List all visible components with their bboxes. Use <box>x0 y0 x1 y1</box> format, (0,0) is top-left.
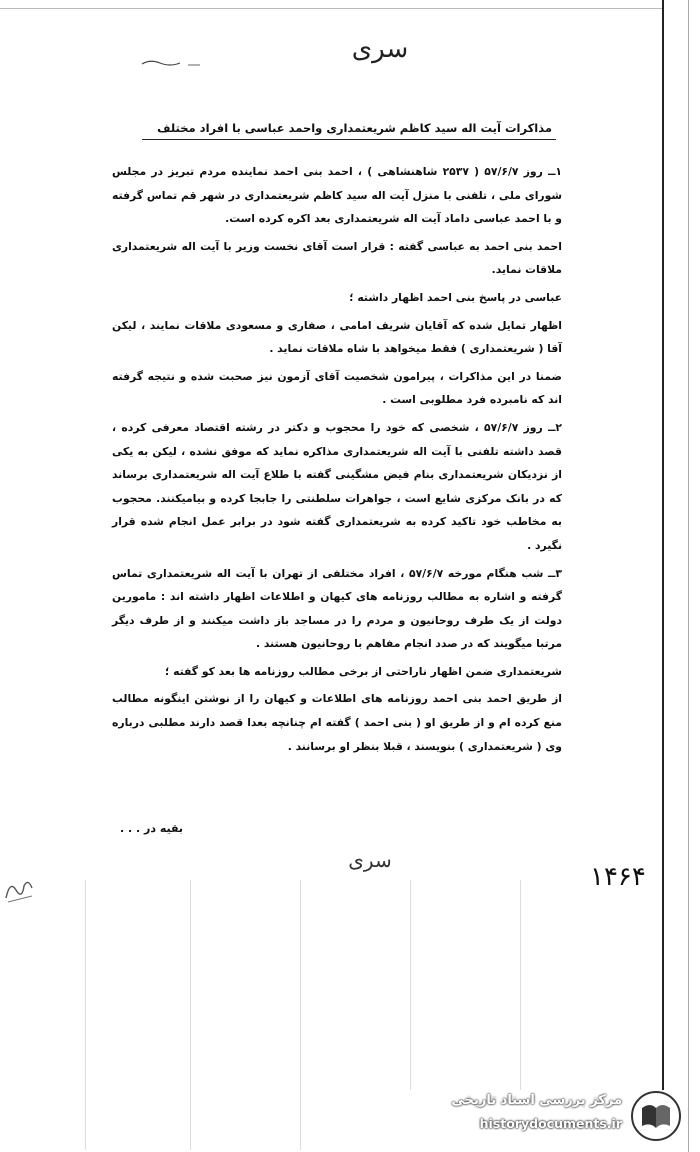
document-title: مذاکرات آیت اله سید کاظم شریعتمداری واحمد عباسی با افراد مختلف <box>157 121 552 135</box>
handwritten-dash-mark <box>140 55 210 71</box>
scan-grid-line <box>85 880 86 1150</box>
paragraph: شریعتمداری ضمن اظهار ناراحتی از برخی مطالب روزنامه ها بعد کو گفته ؛ <box>165 664 562 678</box>
continuation-note: بقیه در . . . <box>120 822 184 835</box>
paragraph: از طریق احمد بنی احمد روزنامه های اطلاعات و کیهان را از نوشتن اینگونه مطالب منع کرده ام و از طریق او ( بنی احمد ) گفته ام چنانچه بعدا قصد دارند مطلبی درباره وی ( شریعتمداری ) بنویسند ، قبلا بنظر او برسانند . <box>112 692 562 753</box>
scan-grid-line <box>300 880 301 1150</box>
watermark-org-name: مرکز بررسی اسناد تاریخی <box>451 1093 622 1108</box>
page-frame-line-right-outer <box>688 0 689 1152</box>
paragraph: اظهار تمایل شده که آقایان شریف امامی ، صفاری و مسعودی ملاقات نمایند ، لیکن آقا ( شریعتمداری ) فقط میخواهد با شاه ملاقات نماید . <box>112 318 562 356</box>
paragraph: ضمنا در این مذاکرات ، پیرامون شخصیت آقای آزمون نیز صحبت شده و نتیجه گرفته اند که نامبرده فرد مطلوبی است . <box>112 369 562 407</box>
paragraph: عباسی در پاسخ بنی احمد اظهار داشته ؛ <box>349 290 562 304</box>
scan-grid-line <box>520 880 521 1090</box>
title-underline <box>142 139 556 140</box>
page-frame-line-right <box>662 0 664 1090</box>
scan-grid-line <box>410 880 411 1090</box>
paragraph: ۱ــ روز ۵۷/۶/۷ ( ۲۵۳۷ شاهنشاهی ) ، احمد بنی احمد نماینده مردم تبریز در مجلس شورای ملی ، تلفنی با منزل آیت اله سید کاظم شریعتمداری در شهر قم تماس گرفته و با احمد عباسی داماد آیت اله شریعتمداری بعد اکره کرده است. <box>112 165 563 226</box>
watermark-website: historydocuments.ir <box>479 1116 622 1131</box>
paragraph: احمد بنی احمد به عباسی گفته : قرار است آقای نخست وزیر با آیت اله شریعتمداری ملاقات نماید. <box>112 239 562 277</box>
classification-top: سری <box>351 34 409 64</box>
archive-logo-icon <box>630 1090 682 1142</box>
paragraph: ۳ــ شب هنگام مورخه ۵۷/۶/۷ ، افراد مختلفی از تهران با آیت اله شریعتمداری تماس گرفته و اشاره به مطالب روزنامه های کیهان و اطلاعات اظهار داشته اند : مامورین دولت از یک طرف روحانیون و مردم را در مساجد باز داشت میکنند و از طرف دیگر مرتبا میگویند که در صدد انجام مفاهم با روحانیون هستند . <box>112 566 562 651</box>
margin-handwriting <box>2 868 42 908</box>
page-frame-line-top <box>0 8 664 9</box>
scan-grid-line <box>190 880 191 1150</box>
document-body <box>112 160 562 762</box>
document-number: ۱۴۶۴ <box>590 862 646 892</box>
classification-bottom: سری <box>348 848 392 872</box>
paragraph: ۲ــ روز ۵۷/۶/۷ ، شخصی که خود را محجوب و دکتر در رشته اقتصاد معرفی کرده ، قصد داشته تلفنی با آیت اله شریعتمداری مذاکره نماید که موفق نشده ، لیکن به یکی از نزدیکان شریعتمداری بنام فیض مشگینی گفته با طلاع آیت اله شریعتمداری برساند که در بانک مرکزی شایع است ، جواهرات سلطنتی را جابجا کرده و بیامیکنند. محجوب به مخاطب خود تاکید کرده به شریعتمداری گفته شود در برابر عمل انجام شده قرار نگیرد . <box>112 420 562 552</box>
